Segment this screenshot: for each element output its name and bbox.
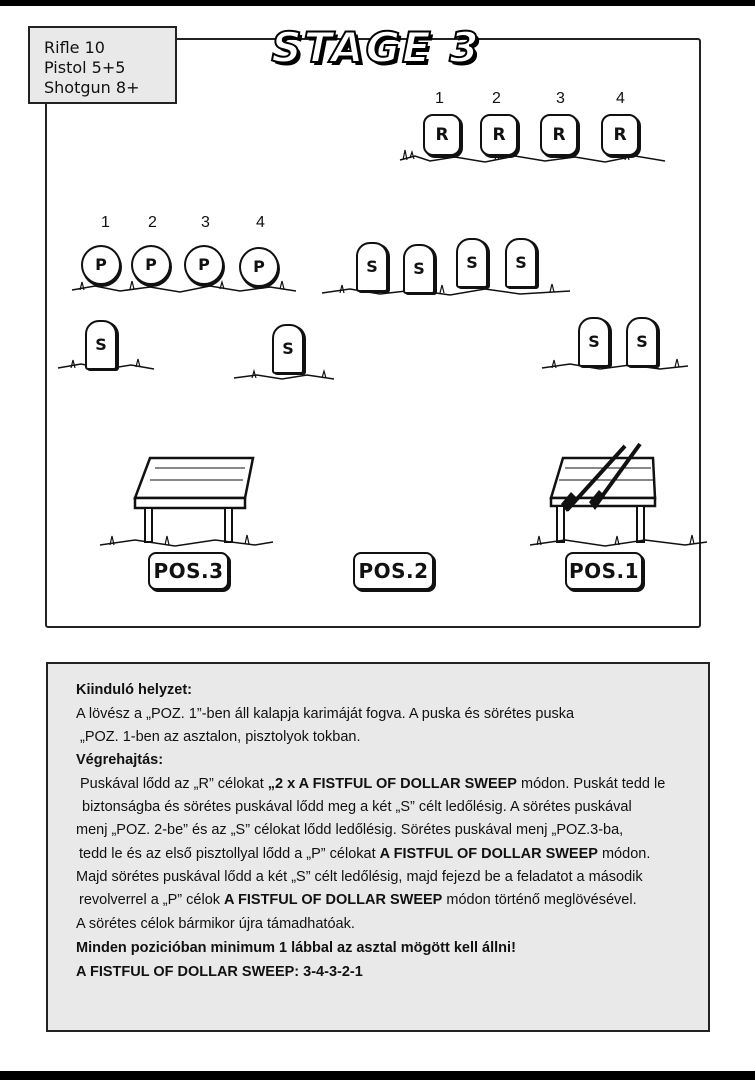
sweep-definition: A FISTFUL OF DOLLAR SWEEP: 3-4-3-2-1: [76, 964, 363, 980]
pos2-label: POS.2: [353, 552, 434, 590]
pistol-target-number: 1: [101, 214, 110, 231]
rifle-target: R: [423, 114, 461, 156]
shotgun-count: Shotgun 8+: [44, 78, 140, 97]
rifle-target-number: 3: [556, 90, 565, 107]
procedure-line: [80, 774, 665, 794]
rifle-target: R: [540, 114, 578, 156]
procedure-line: biztonságba és sörétes puskával lődd meg a két „S” célt ledőlésig. A sörétes puskával: [82, 799, 632, 815]
procedure-text: módon történő meglövésével.: [442, 892, 637, 908]
procedure-text: Puskával lődd az „R” célokat: [80, 776, 268, 792]
pistol-target: P: [184, 245, 224, 285]
shotgun-target: S: [85, 320, 117, 370]
shotgun-target: S: [403, 244, 435, 294]
grass-decoration: [540, 352, 690, 376]
procedure-line: [79, 890, 637, 910]
procedure-text: módon.: [597, 846, 651, 862]
rifle-target: R: [601, 114, 639, 156]
rifle-target-number: 4: [616, 90, 625, 107]
procedure-line: [79, 844, 650, 864]
procedure-emphasis: A FISTFUL OF DOLLAR SWEEP: [379, 846, 598, 862]
bottom-border: [0, 1071, 755, 1080]
procedure-text: módon. Puskát tedd le: [516, 776, 666, 792]
pistol-count: Pistol 5+5: [44, 58, 126, 77]
shotgun-target: S: [626, 317, 658, 367]
pistol-target-number: 4: [256, 214, 265, 231]
pistol-target-number: 3: [201, 214, 210, 231]
pistol-target: P: [81, 245, 121, 285]
shotgun-target: S: [356, 242, 388, 292]
shotgun-target: S: [505, 238, 537, 288]
top-border: [0, 0, 755, 6]
rifle-target-number: 2: [492, 90, 501, 107]
procedure-line: A sörétes célok bármikor újra támadhatóak.: [76, 916, 355, 932]
procedure-text: revolverrel a „P” célok: [79, 892, 225, 908]
procedure-heading: Végrehajtás:: [76, 752, 164, 768]
procedure-line: menj „POZ. 2-be” és az „S” célokat lődd ledőlésig. Sörétes puskával menj „POZ.3-ba,: [76, 822, 624, 838]
stage-title: STAGE 3: [271, 23, 481, 72]
pistol-target: P: [239, 247, 279, 287]
pistol-target-number: 2: [148, 214, 157, 231]
shooting-table-pos3: [95, 450, 275, 555]
procedure-emphasis: „2 x A FISTFUL OF DOLLAR SWEEP: [267, 776, 517, 792]
procedure-emphasis: A FISTFUL OF DOLLAR SWEEP: [224, 892, 443, 908]
rifle-target-number: 1: [435, 90, 444, 107]
start-heading: Kiinduló helyzet:: [76, 682, 192, 698]
start-line: „POZ. 1-ben az asztalon, pisztolyok tokban.: [80, 729, 361, 745]
start-line: A lövész a „POZ. 1”-ben áll kalapja karimáját fogva. A puska és sörétes puska: [76, 706, 575, 722]
shotgun-target: S: [578, 317, 610, 367]
shotgun-target: S: [456, 238, 488, 288]
rifle-count: Rifle 10: [44, 38, 105, 57]
procedure-line: Majd sörétes puskával lődd a két „S” célt ledőlésig, majd fejezd be a feladatot a második: [76, 869, 643, 885]
gun-round-count-box: [28, 26, 177, 104]
pistol-target: P: [131, 245, 171, 285]
pos1-label: POS.1: [565, 552, 643, 590]
rule-line: Minden pozicióban minimum 1 lábbal az asztal mögött kell állni!: [76, 940, 516, 956]
procedure-text: tedd le és az első pisztollyal lődd a „P” célokat: [79, 846, 380, 862]
pos3-label: POS.3: [148, 552, 229, 590]
rifle-target: R: [480, 114, 518, 156]
shooting-table-pos1: [525, 440, 710, 555]
shotgun-target: S: [272, 324, 304, 374]
